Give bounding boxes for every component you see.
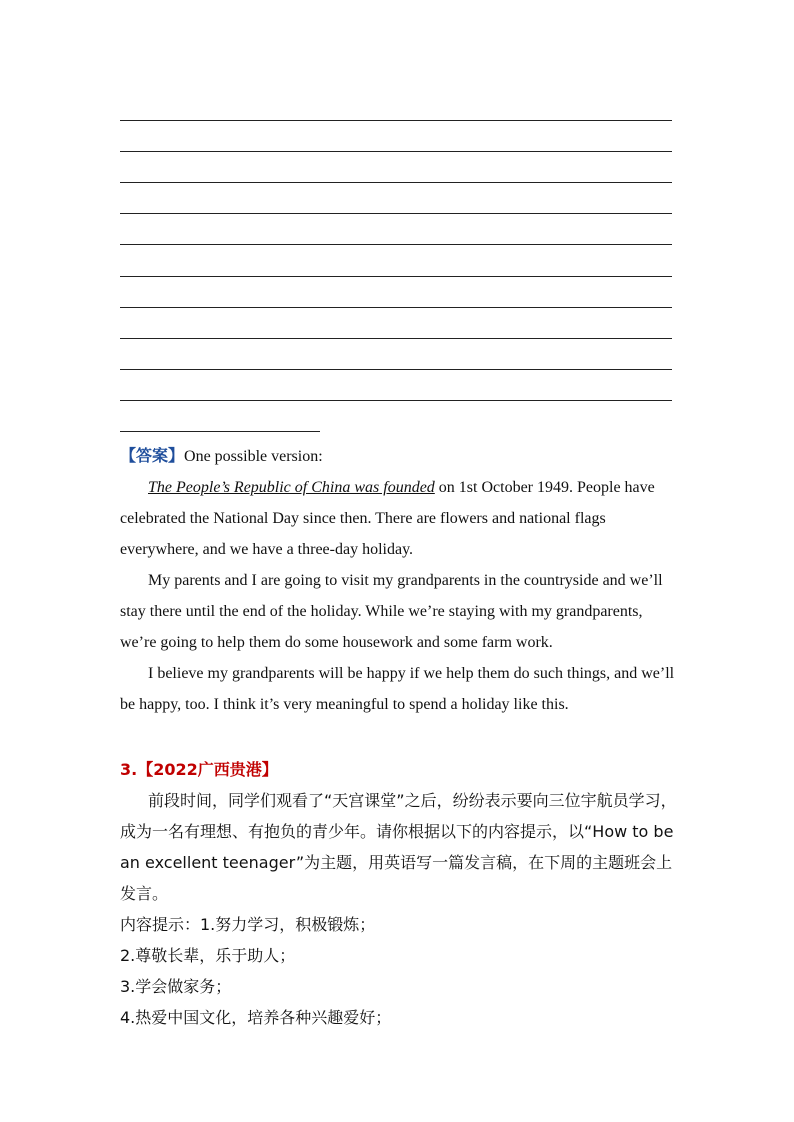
- task-section: [120, 754, 680, 1033]
- writing-line: [120, 369, 672, 370]
- writing-line: [120, 400, 672, 401]
- task-hint: 3.学会做家务；: [120, 977, 232, 996]
- writing-line: [120, 431, 320, 432]
- writing-line: [120, 338, 672, 339]
- task-hint: 2.尊敬长辈，乐于助人；: [120, 946, 296, 965]
- answer-paragraph: [120, 472, 680, 565]
- answer-intro-text: One possible version:: [184, 448, 323, 465]
- writing-line: [120, 276, 672, 277]
- answer-paragraph-text: on 1st October 1949. People have celebrated the National Day since then. There are flowers and national flags everywhere, and we have a three-day holiday.: [120, 479, 655, 558]
- answer-section: [120, 440, 680, 720]
- answer-emphasis: The People’s Republic of China was founded: [148, 479, 435, 496]
- task-hint: 4.热爱中国文化，培养各种兴趣爱好；: [120, 1008, 392, 1027]
- task-prompt: 前段时间，同学们观看了“天宫课堂”之后，纷纷表示要向三位宇航员学习，成为一名有理想、有抱负的青少年。请你根据以下的内容提示，以“How to be an excellent teenager”为主题，用英语写一篇发言稿，在下周的主题班会上发言。: [120, 791, 677, 903]
- writing-line: [120, 151, 672, 152]
- writing-line: [120, 307, 672, 308]
- writing-line: [120, 213, 672, 214]
- answer-intro: [120, 440, 680, 472]
- answer-paragraph: My parents and I are going to visit my grandparents in the countryside and we’ll stay there until the end of the holiday. While we’re staying with my grandparents, we’re going to help them do some housework and some farm work.: [120, 572, 663, 651]
- writing-line: [120, 182, 672, 183]
- task-hint: 内容提示：1.努力学习，积极锻炼；: [120, 915, 376, 934]
- task-heading: 3.【2022广西贵港】: [120, 760, 278, 779]
- writing-line: [120, 244, 672, 245]
- answer-mark: 【答案】: [120, 446, 185, 465]
- writing-line: [120, 120, 672, 121]
- answer-paragraph: I believe my grandparents will be happy if we help them do such things, and we’ll be happy, too. I think it’s very meaningful to spend a holiday like this.: [120, 665, 675, 713]
